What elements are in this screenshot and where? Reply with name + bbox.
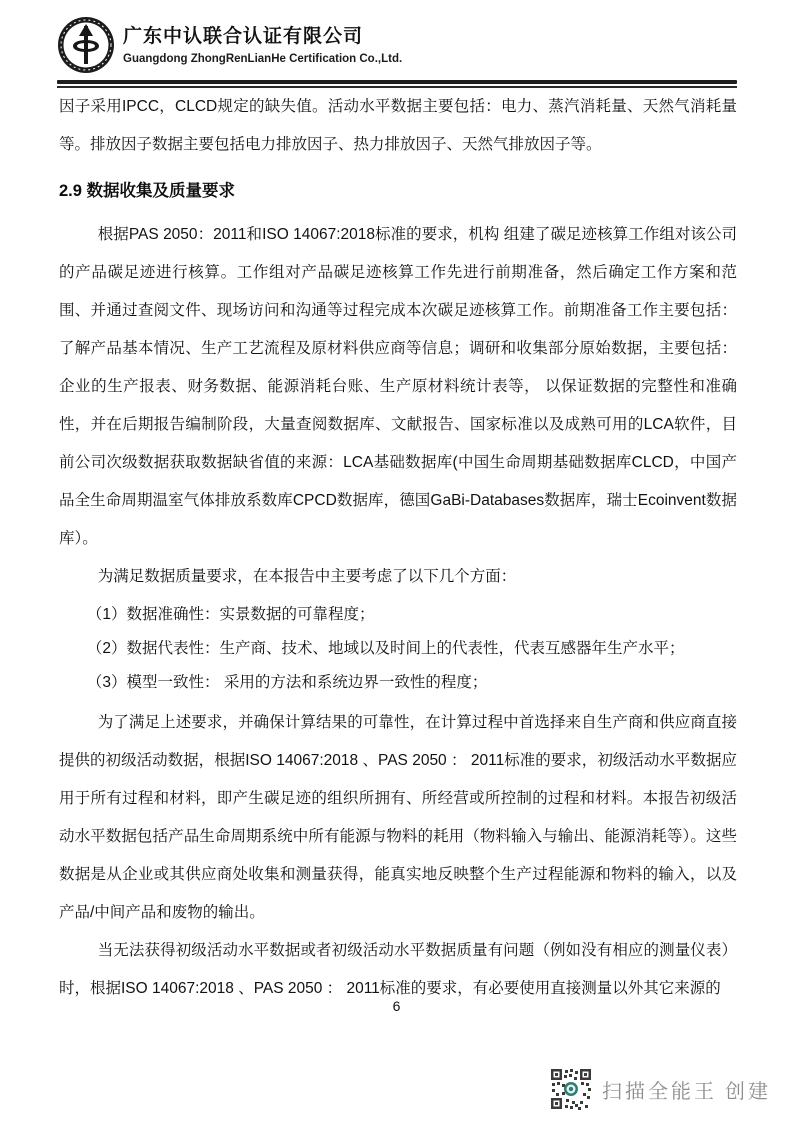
paragraph-preparation: 根据PAS 2050：2011和ISO 14067:2018标准的要求，机构 组建了碳足迹核算工作组对该公司的产品碳足迹进行核算。工作组对产品碳足迹核算工作先进行前期准备，然后确定工作方案和范围、并通过查阅文件、现场访问和沟通等过程完成本次碳足迹核算工作。前期准备工作主要包括：了解产品基本情况、生产工艺流程及原材料供应商等信息；调研和收集部分原始数据，主要包括：企业的生产报表、财务数据、能源消耗台账、生产原材料统计表等， 以保证数据的完整性和准确性，并在后期报告编制阶段，大量查阅数据库、文献报告、国家标准以及成熟可用的LCA软件，目前公司次级数据获取数据缺省值的来源：LCA基础数据库(中国生命周期基础数据库CLCD，中国产品全生命周期温室气体排放系数库CPCD数据库，德国GaBi-Databases数据库，瑞士Ecoinvent数据库）。 [59,226,737,547]
company-titles [123,25,402,65]
document-body [59,88,737,1008]
scanner-watermark [550,1068,771,1110]
company-seal-logo-icon [57,16,115,74]
page-header [57,16,737,88]
company-name-zh: 广东中认联合认证有限公司 [123,26,364,48]
quality-aspects-list [59,598,737,700]
company-name-en: Guangdong ZhongRenLianHe Certification Co.,Ltd. [123,52,403,65]
section-heading-2-9: 2.9 数据收集及质量要求 [59,182,236,200]
paragraph-secondary-data: 当无法获得初级活动水平数据或者初级活动水平数据质量有问题（例如没有相应的测量仪表）时，根据ISO 14067:2018 、PAS 2050 ： 2011标准的要求，有必要使用直接测量以外其它来源的 [59,942,737,997]
quality-item-accuracy: （1）数据准确性：实景数据的可靠程度； [86,606,375,623]
qr-code-icon [550,1068,592,1110]
scanner-watermark-text: 扫描全能王 创建 [602,1080,771,1103]
page-number: 6 [392,998,401,1014]
paragraph-quality-intro: 为满足数据质量要求，在本报告中主要考虑了以下几个方面： [97,568,517,585]
paragraph-primary-data: 为了满足上述要求，并确保计算结果的可靠性，在计算过程中首选择来自生产商和供应商直接提供的初级活动数据，根据ISO 14067:2018 、PAS 2050 ： 2011标准的要求，初级活动水平数据应用于所有过程和材料，即产生碳足迹的组织所拥有、所经营或所控制的过程和材料。本报告初级活动水平数据包括产品生命周期系统中所有能源与物料的耗用（物料输入与输出、能源消耗等）。这些数据是从企业或其供应商处收集和测量获得，能真实地反映整个生产过程能源和物料的输入，以及产品/中间产品和废物的输出。 [59,714,737,921]
header-rule-thick [57,80,737,84]
intro-paragraph: 因子采用IPCC，CLCD规定的缺失值。活动水平数据主要包括：电力、蒸汽消耗量、天然气消耗量等。排放因子数据主要包括电力排放因子、热力排放因子、天然气排放因子等。 [59,98,737,153]
quality-item-consistency: （3）模型一致性： 采用的方法和系统边界一致性的程度； [86,674,488,691]
quality-item-representativeness: （2）数据代表性：生产商、技术、地域以及时间上的代表性，代表互感器年生产水平； [86,640,685,657]
